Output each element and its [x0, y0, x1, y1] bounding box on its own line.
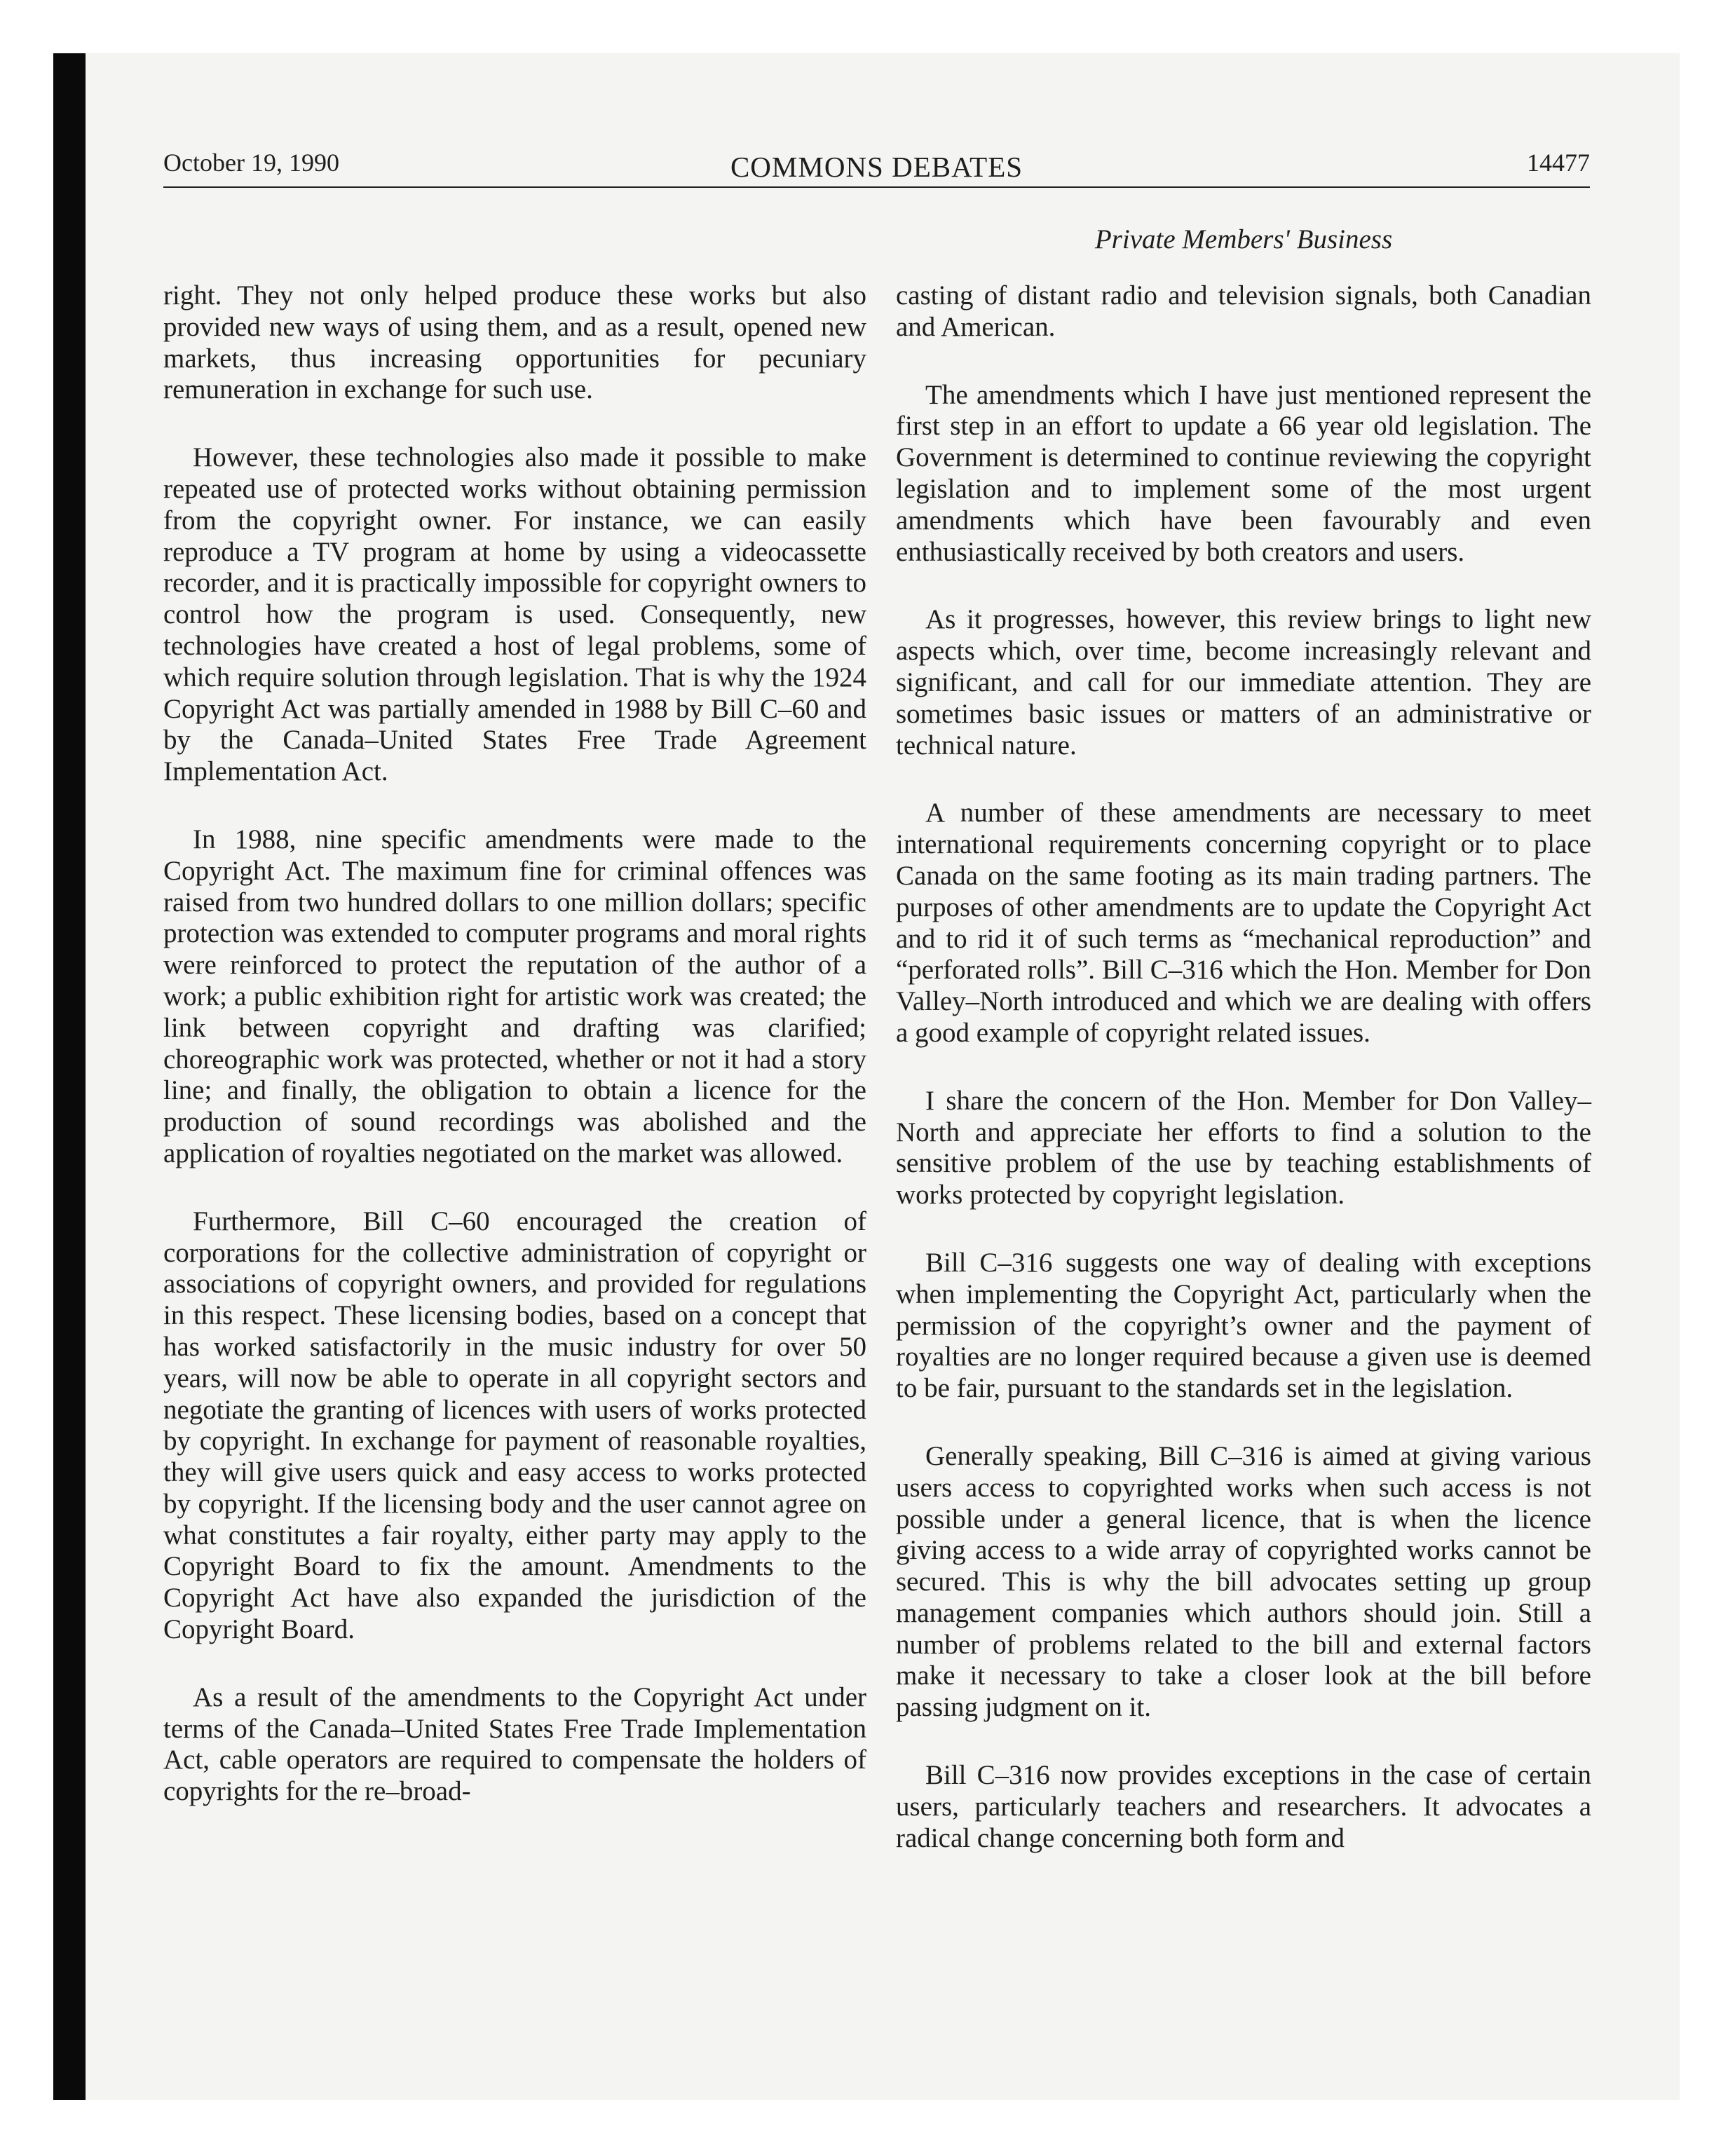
- running-header: [163, 142, 1590, 184]
- paragraph: casting of distant radio and television signals, both Canadian and American.: [896, 280, 1591, 342]
- publication-title: COMMONS DEBATES: [730, 151, 1023, 183]
- paragraph: A number of these amendments are necessary to meet international requirements concerning copyright or to place Canada on the same footing as its main trading partners. The purposes of other amendments are to update the Copyright Act and to rid it of such terms as “mechanical reproduction” and “perforated rolls”. Bill C–316 which the Hon. Member for Don Valley–North introduced and which we are dealing with offers a good example of copyright related issues.: [896, 798, 1591, 1048]
- paragraph: The amendments which I have just mentioned represent the first step in an effort to update a 66 year old legislation. The Government is determined to continue reviewing the copyright legislation and to implement some of the most urgent amendments which have been favourably and even enthusiastically received by both creators and users.: [896, 379, 1591, 567]
- paragraph: I share the concern of the Hon. Member for Don Valley–North and appreciate her efforts to find a solution to the sensitive problem of the use by teaching establishments of works protected by copyright legislation.: [896, 1085, 1591, 1210]
- paragraph: In 1988, nine specific amendments were made to the Copyright Act. The maximum fine for criminal offences was raised from two hundred dollars to one million dollars; specific protection was extended to computer programs and moral rights were reinforced to protect the reputation of the author of a work; a public exhibition right for artistic work was created; the link between copyright and drafting was clarified; choreographic work was protected, whether or not it had a story line; and finally, the obligation to obtain a licence for the production of sound recordings was abolished and the application of royalties negotiated on the market was allowed.: [163, 824, 866, 1168]
- header-date: October 19, 1990: [163, 149, 339, 177]
- left-column: [163, 280, 866, 1844]
- right-column: [896, 280, 1591, 1890]
- page-number: 14477: [1527, 149, 1590, 177]
- paragraph: right. They not only helped produce these works but also provided new ways of using them, and as a result, opened new markets, thus increasing opportunities for pecuniary remuneration in exchange for such use.: [163, 280, 866, 405]
- paragraph: Generally speaking, Bill C–316 is aimed at giving various users access to copyrighted works when such access is not possible under a general licence, that is when the licence giving access to a wide array of copyrighted works cannot be secured. This is why the bill advocates setting up group management companies which authors should join. Still a number of problems related to the bill and external factors make it necessary to take a closer look at the bill before passing judgment on it.: [896, 1440, 1591, 1723]
- paragraph: Bill C–316 suggests one way of dealing with exceptions when implementing the Copyright Act, particularly when the permission of the copyright’s owner and the payment of royalties are no longer required because a given use is deemed to be fair, pursuant to the standards set in the legislation.: [896, 1247, 1591, 1404]
- paragraph: Bill C–316 now provides exceptions in the case of certain users, particularly teachers and researchers. It advocates a radical change concerning both form and: [896, 1760, 1591, 1853]
- section-title: Private Members' Business: [1094, 224, 1393, 254]
- paragraph: However, these technologies also made it possible to make repeated use of protected works without obtaining permission from the copyright owner. For instance, we can easily reproduce a TV program at home by using a videocassette recorder, and it is practically impossible for copyright owners to control how the program is used. Consequently, new technologies have created a host of legal problems, some of which require solution through legislation. That is why the 1924 Copyright Act was partially amended in 1988 by Bill C–60 and by the Canada–United States Free Trade Agreement Implementation Act.: [163, 442, 866, 787]
- paragraph: As it progresses, however, this review brings to light new aspects which, over time, become increasingly relevant and significant, and call for our immediate attention. They are sometimes basic issues or matters of an administrative or technical nature.: [896, 604, 1591, 760]
- paragraph: Furthermore, Bill C–60 encouraged the creation of corporations for the collective administration of copyright or associations of copyright owners, and provided for regulations in this respect. These licensing bodies, based on a concept that has worked satisfactorily in the music industry for over 50 years, will now be able to operate in all copyright sectors and negotiate the granting of licences with users of works protected by copyright. In exchange for payment of reasonable royalties, they will give users quick and easy access to works protected by copyright. If the licensing body and the user cannot agree on what constitutes a fair royalty, either party may apply to the Copyright Board to fix the amount. Amendments to the Copyright Act have also expanded the jurisdiction of the Copyright Board.: [163, 1206, 866, 1645]
- binding-edge-shadow: [53, 53, 86, 2100]
- header-rule: [163, 186, 1590, 188]
- paragraph: As a result of the amendments to the Copyright Act under terms of the Canada–United States Free Trade Implementation Act, cable operators are required to compensate the holders of copyrights for the re–broad-: [163, 1681, 866, 1807]
